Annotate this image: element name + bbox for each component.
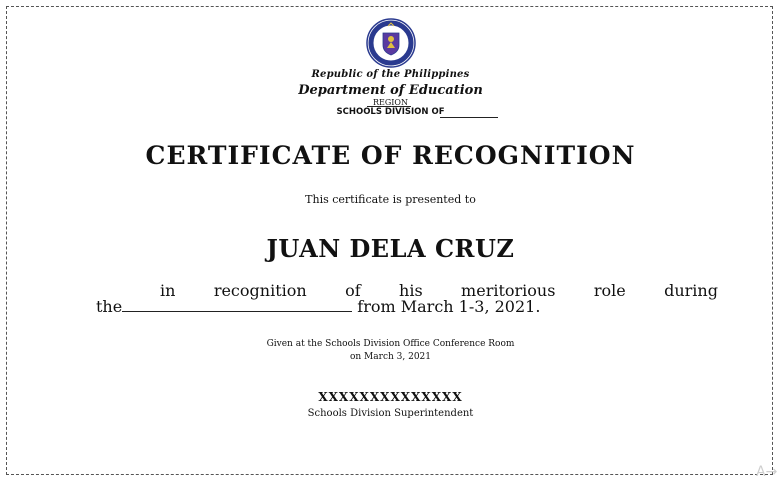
division-blank-line: [440, 117, 498, 118]
recognition-word: his: [399, 281, 423, 300]
republic-label: Republic of the Philippines: [311, 69, 470, 80]
signatory-title: Schools Division Superintendent: [307, 408, 474, 419]
recognition-the: the: [96, 297, 123, 316]
recognition-word: recognition: [213, 281, 307, 300]
given-on-text: on March 3, 2021: [349, 352, 431, 362]
event-blank-line: [122, 299, 352, 312]
given-at-block: [0, 338, 781, 364]
recognition-word: of: [345, 281, 361, 300]
region-label: REGION: [373, 98, 408, 107]
schools-division-label: SCHOOLS DIVISION OF: [336, 107, 445, 117]
recognition-word: during: [664, 281, 718, 300]
presented-to-text: This certificate is presented to: [305, 193, 476, 206]
deped-seal-icon: [366, 18, 416, 68]
department-label: Department of Education: [298, 83, 483, 98]
recognition-date: from March 1-3, 2021.: [352, 297, 541, 316]
recognition-text-line2: [96, 297, 540, 316]
recipient-name: JUAN DELA CRUZ: [266, 234, 515, 263]
corner-resize-icon[interactable]: A→: [756, 464, 778, 480]
recognition-word: role: [593, 281, 626, 300]
given-at-text: Given at the Schools Division Office Conference Room: [266, 339, 515, 349]
recognition-word: meritorious: [461, 281, 556, 300]
certificate-title: CERTIFICATE OF RECOGNITION: [145, 141, 636, 170]
signatory-name: XXXXXXXXXXXXXX: [318, 390, 463, 404]
recognition-word: in: [160, 281, 176, 300]
